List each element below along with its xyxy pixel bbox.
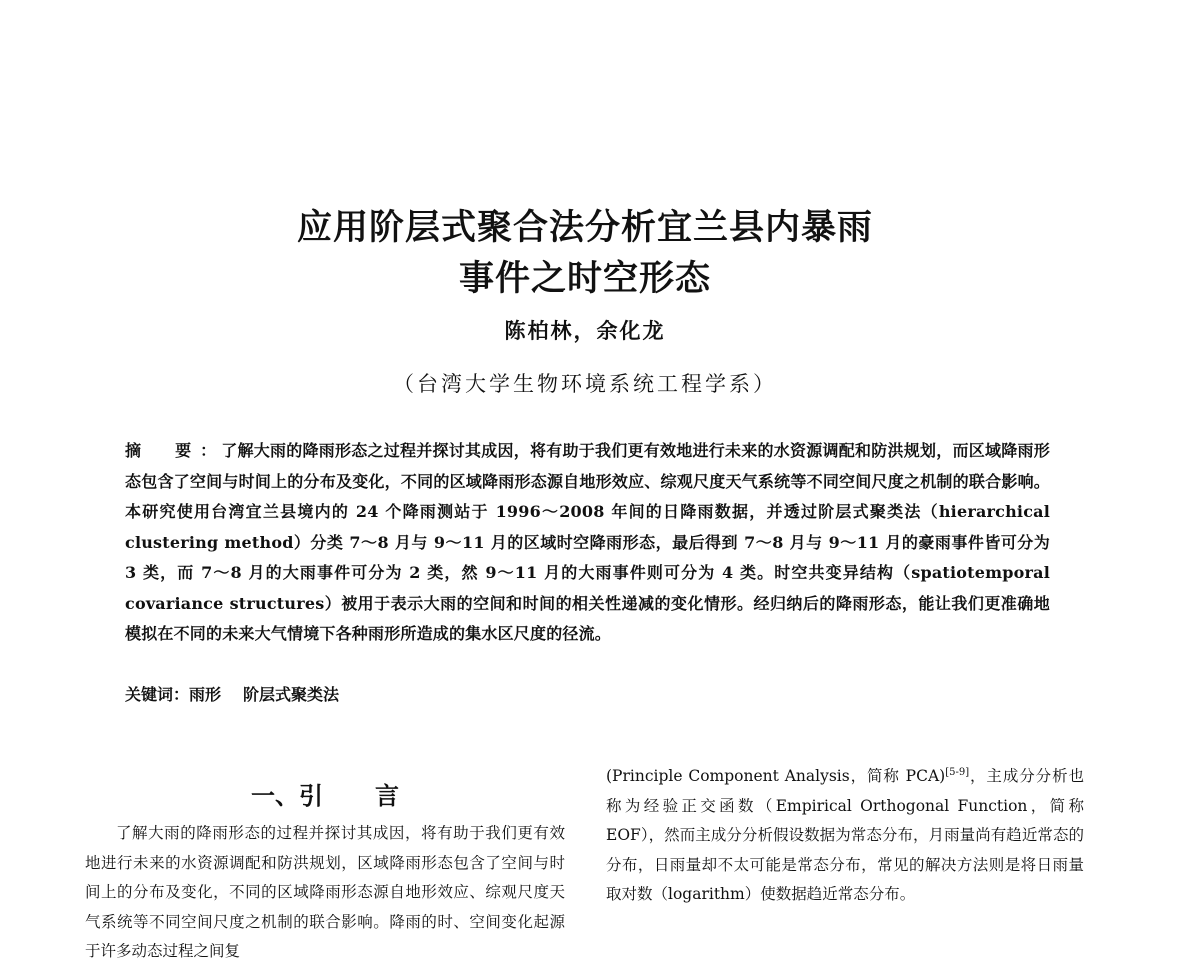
abstract (125, 436, 1050, 650)
intro-paragraph: 了解大雨的降雨形态的过程并探讨其成因，将有助于我们更有效地进行未来的水资源调配和防洪规划，区域降雨形态包含了空间与时间上的分布及变化，不同的区域降雨形态源自地形效应、综观尺度天气系统等不同空间尺度之机制的联合影响。降雨的时、空间变化起源于许多动态过程之间复 (85, 824, 565, 960)
paper-title-line2: 事件之时空形态 (458, 259, 711, 299)
citation: [5-9] (945, 766, 970, 778)
keyword-item: 雨形 (189, 685, 222, 704)
section-word: 言 (375, 782, 399, 810)
keywords (125, 680, 1050, 710)
section-heading-introduction (85, 776, 565, 811)
right-col-text-rest: ，主成分分析也称为经验正交函数（Empirical Orthogonal Function，简称 EOF），然而主成分分析假设数据为常态分布，月雨量尚有趋近常态的分布，日雨量却不太可能是常态分布，常见的解决方法则是将日雨量取对数（logarithm）使数据趋近常态分布。 (606, 767, 1084, 903)
abstract-text: 了解大雨的降雨形态之过程并探讨其成因，将有助于我们更有效地进行未来的水资源调配和防洪规划，而区域降雨形态包含了空间与时间上的分布及变化，不同的区域降雨形态源自地形效应、综观尺度天气系统等不同空间尺度之机制的联合影响。本研究使用台湾宜兰县境内的 24 个降雨测站于 1996～2008 年间的日降雨数据，并透过阶层式聚类法（hierarchical clustering method）分类 7～8 月与 9～11 月的区域时空降雨形态，最后得到 7～8 月与 9～11 月的豪雨事件皆可分为 3 类，而 7～8 月的大雨事件可分为 2 类，然 9～11 月的大雨事件则可分为 4 类。时空共变异结构（spatiotemporal covariance structures）被用于表示大雨的空间和时间的相关性递减的变化情形。经归纳后的降雨形态，能让我们更准确地模拟在不同的未来大气情境下各种雨形所造成的集水区尺度的径流。 (125, 441, 1050, 643)
right-col-text-start: (Principle Component Analysis，简称 PCA) (606, 767, 946, 785)
body-column-right (606, 762, 1084, 910)
paper-authors: 陈柏林，余化龙 (504, 318, 666, 343)
body-column-left (85, 819, 565, 967)
section-number: 一、引 (251, 782, 323, 810)
abstract-label: 摘 要： (125, 441, 226, 460)
keyword-item: 阶层式聚类法 (243, 685, 340, 704)
keywords-label: 关键词： (125, 685, 190, 704)
paper-affiliation: （台湾大学生物环境系统工程学系） (393, 372, 777, 396)
paper-title-line1: 应用阶层式聚合法分析宜兰县内暴雨 (296, 208, 873, 248)
